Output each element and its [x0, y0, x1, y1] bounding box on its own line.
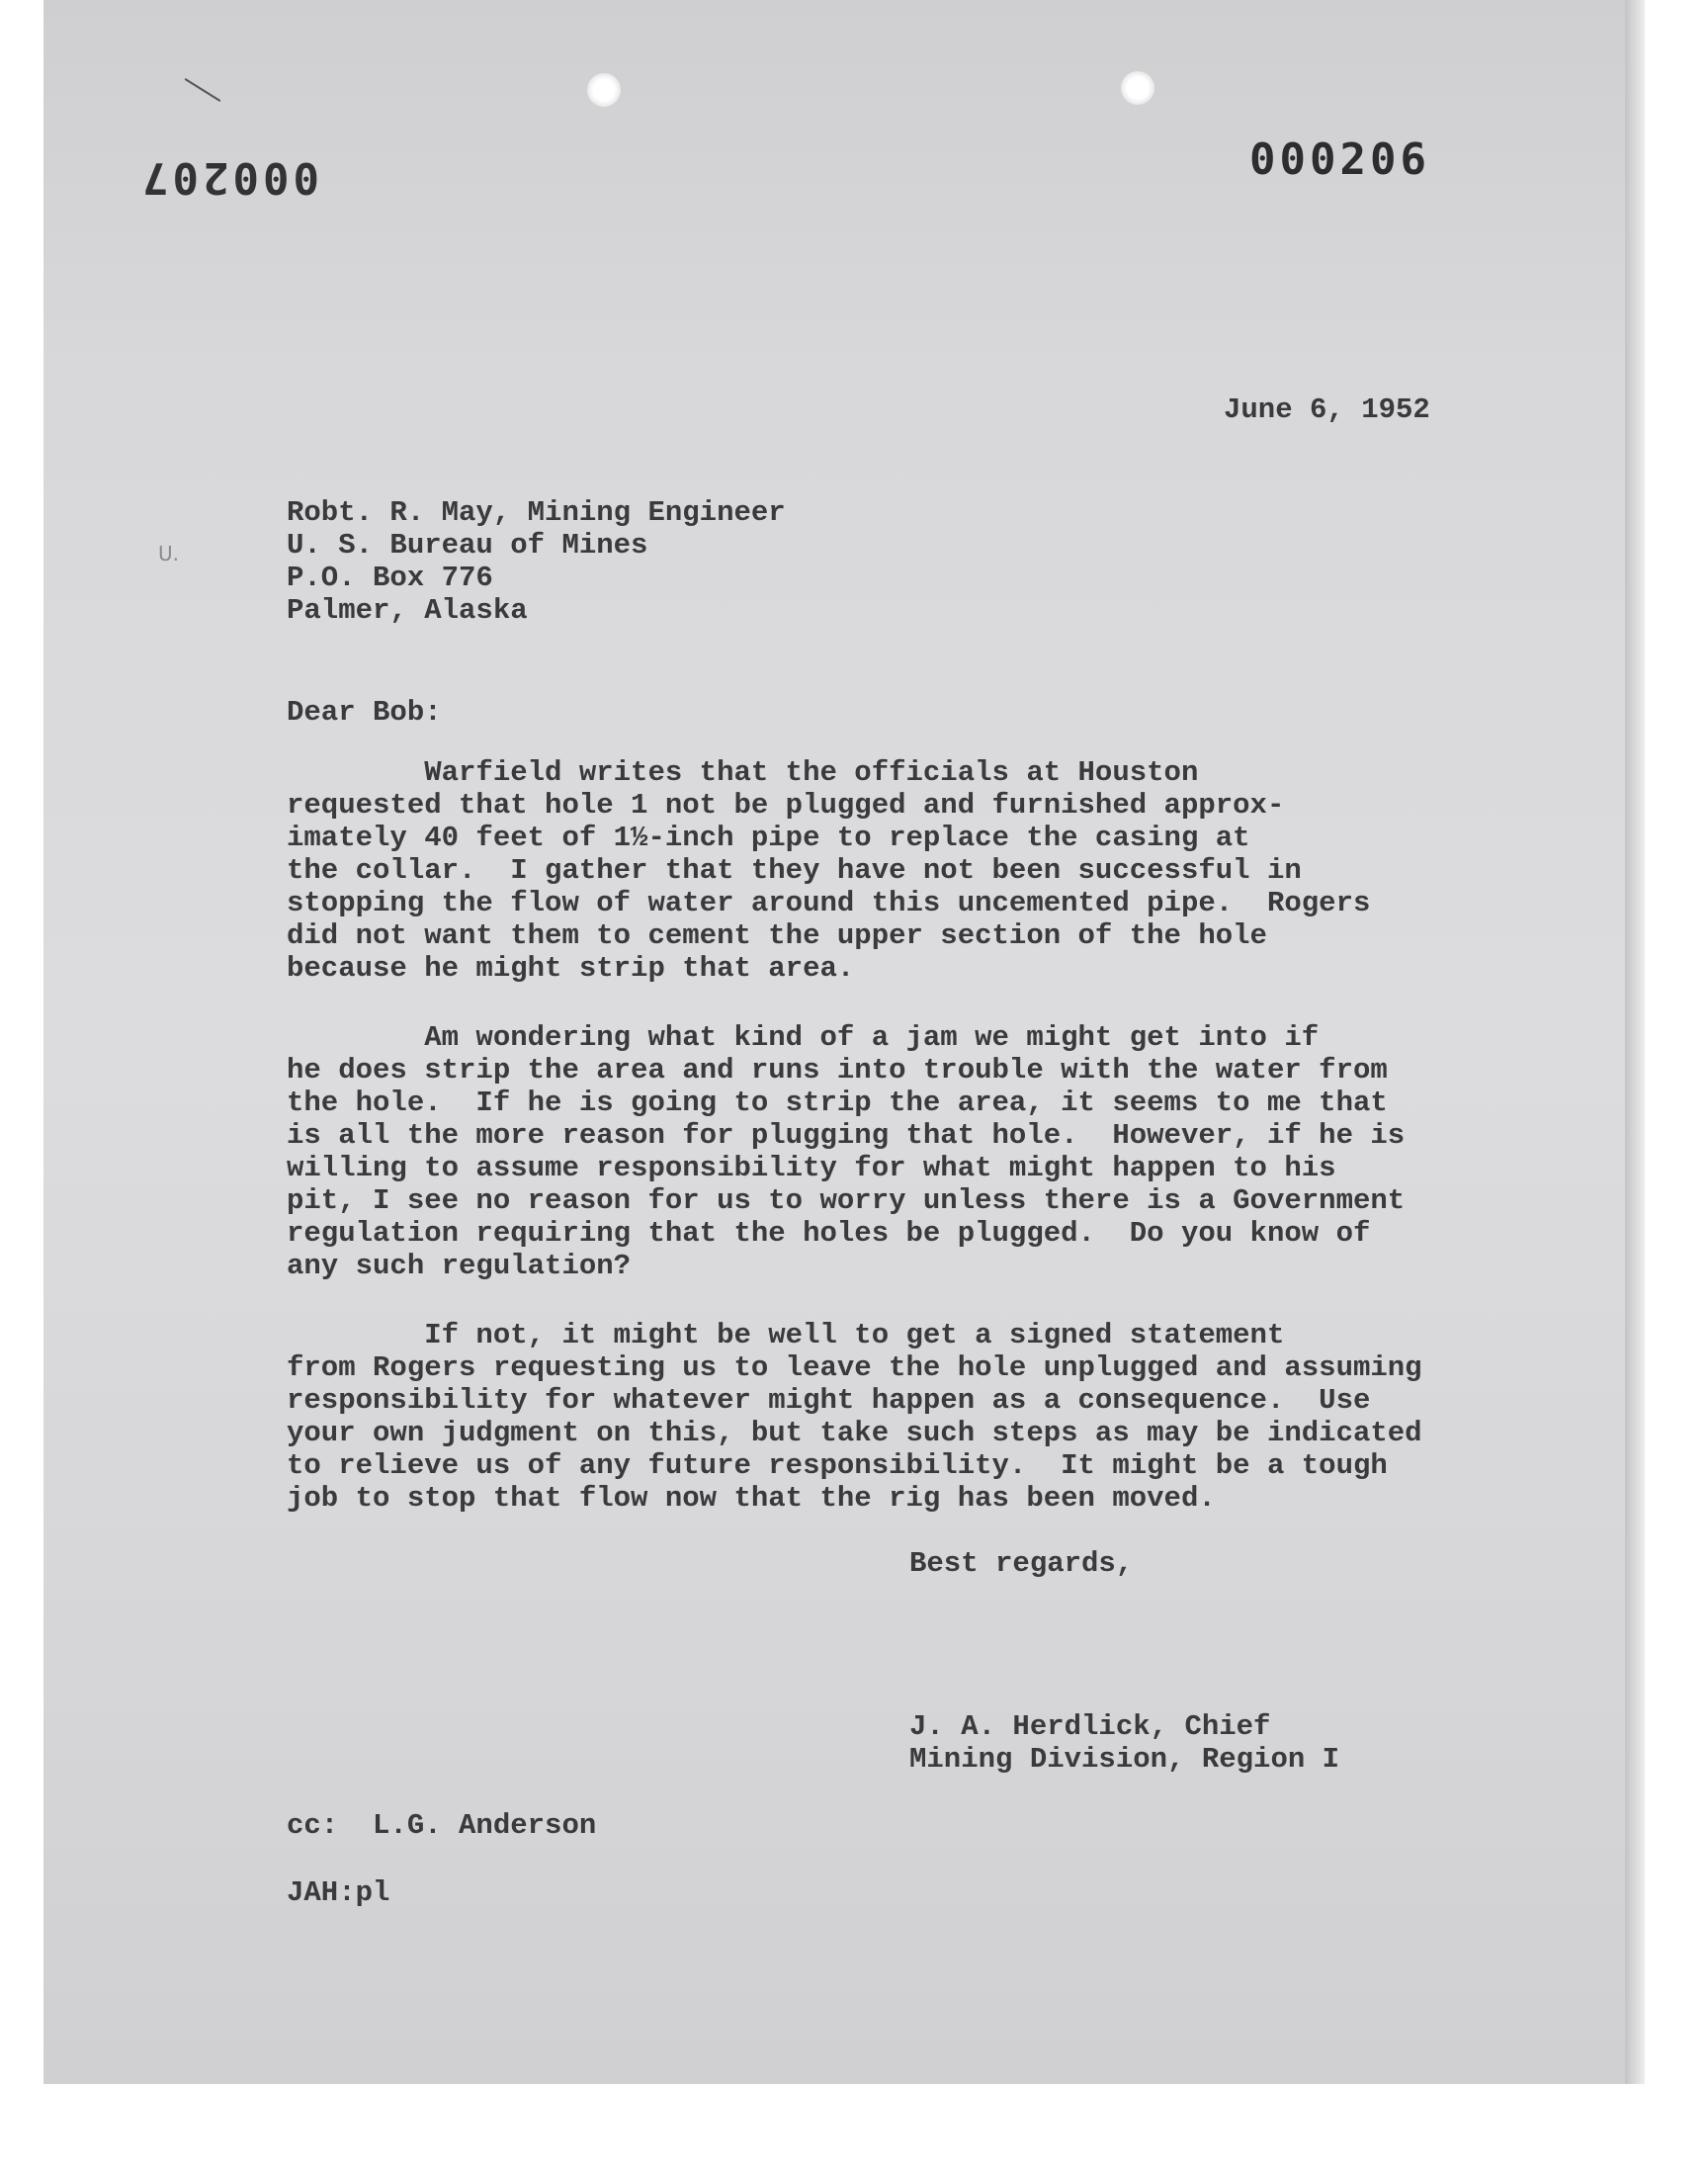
- paragraph-line: responsibility for whatever might happen as a consequence. Use: [287, 1384, 1371, 1417]
- letter-date: June 6, 1952: [1224, 393, 1430, 426]
- paragraph-line: willing to assume responsibility for what might happen to his: [287, 1152, 1336, 1184]
- paragraph-line: pit, I see no reason for us to worry unless there is a Government: [287, 1184, 1406, 1217]
- paragraph-line: imately 40 feet of 1½-inch pipe to replace the casing at: [287, 822, 1250, 854]
- paragraph-line: did not want them to cement the upper section of the hole: [287, 919, 1267, 952]
- paragraph-line: If not, it might be well to get a signed statement: [287, 1319, 1285, 1351]
- paragraph-line: requested that hole 1 not be plugged and furnished approx-: [287, 789, 1285, 822]
- body-paragraph-2: [287, 1021, 1405, 1282]
- punch-hole-right: [1121, 71, 1154, 105]
- paragraph-line: job to stop that flow now that the rig has been moved.: [287, 1482, 1216, 1515]
- punch-hole-left: [587, 73, 621, 107]
- paragraph-line: the collar. I gather that they have not been successful in: [287, 854, 1302, 887]
- margin-mark: U.: [158, 542, 179, 566]
- stray-pen-mark: [185, 78, 221, 102]
- address-line: P.O. Box 776: [287, 562, 493, 594]
- carbon-copy-line: cc: L.G. Anderson: [287, 1809, 597, 1842]
- body-paragraph-1: [287, 756, 1370, 985]
- paragraph-line: your own judgment on this, but take such steps as may be indicated: [287, 1417, 1422, 1449]
- signature-name: J. A. Herdlick, Chief: [909, 1710, 1271, 1743]
- salutation: Dear Bob:: [287, 696, 442, 729]
- page-number-stamp: 000206: [1249, 134, 1430, 185]
- paragraph-line: he does strip the area and runs into trouble with the water from: [287, 1054, 1388, 1087]
- address-line: Robt. R. May, Mining Engineer: [287, 496, 786, 529]
- typist-initials: JAH:pl: [287, 1876, 390, 1909]
- scan-edge: [1625, 0, 1645, 2084]
- signature-title: Mining Division, Region I: [909, 1743, 1340, 1776]
- paragraph-line: is all the more reason for plugging that hole. However, if he is: [287, 1119, 1406, 1152]
- paragraph-line: the hole. If he is going to strip the area, it seems to me that: [287, 1087, 1388, 1119]
- paragraph-line: Am wondering what kind of a jam we might get into if: [287, 1021, 1320, 1054]
- bleed-through-page-number: 000207: [138, 152, 319, 203]
- paragraph-line: stopping the flow of water around this uncemented pipe. Rogers: [287, 887, 1371, 919]
- paragraph-line: to relieve us of any future responsibility. It might be a tough: [287, 1449, 1388, 1482]
- paragraph-line: any such regulation?: [287, 1250, 632, 1282]
- address-line: U. S. Bureau of Mines: [287, 529, 648, 562]
- paragraph-line: regulation requiring that the holes be plugged. Do you know of: [287, 1217, 1371, 1250]
- paragraph-line: because he might strip that area.: [287, 952, 855, 985]
- address-line: Palmer, Alaska: [287, 594, 528, 627]
- paragraph-line: from Rogers requesting us to leave the hole unplugged and assuming: [287, 1351, 1422, 1384]
- closing: Best regards,: [909, 1547, 1134, 1580]
- body-paragraph-3: [287, 1319, 1422, 1515]
- paragraph-line: Warfield writes that the officials at Houston: [287, 756, 1199, 789]
